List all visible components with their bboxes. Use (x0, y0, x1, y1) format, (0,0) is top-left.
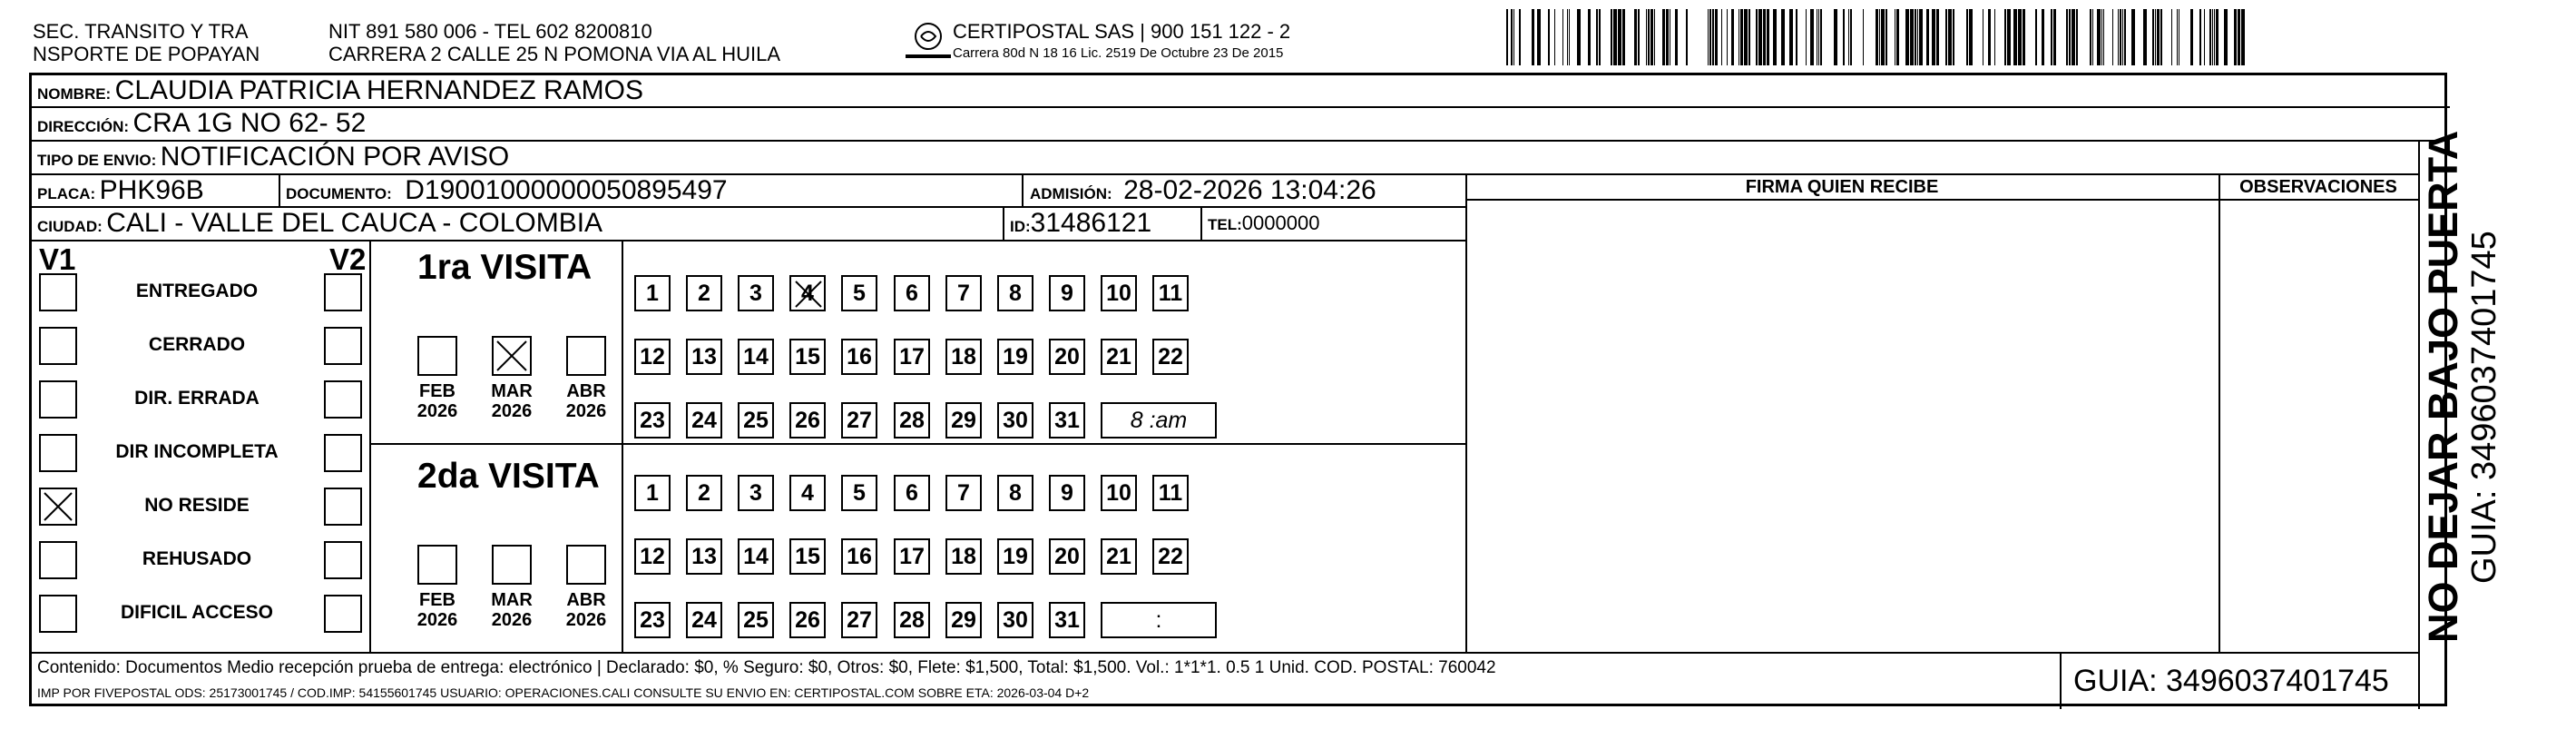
visit2-title: 2da VISITA (417, 457, 600, 496)
visit2-day-box[interactable]: 15 (789, 538, 826, 575)
visit2-month-checkbox[interactable] (492, 545, 532, 585)
tel-cell (1208, 208, 1319, 241)
visit2-day-box[interactable]: 24 (686, 602, 722, 638)
visit2-day-box[interactable]: 28 (894, 602, 930, 638)
visit1-title: 1ra VISITA (417, 248, 593, 287)
barcode (1506, 9, 2246, 65)
visit1-day-box[interactable]: 6 (894, 275, 930, 311)
visit1-day-box[interactable]: 24 (686, 402, 722, 439)
visit2-day-box[interactable]: 14 (738, 538, 774, 575)
address-label: DIRECCIÓN: (37, 118, 130, 135)
footer-guia: GUIA: 3496037401745 (2073, 664, 2389, 698)
visit2-day-box[interactable]: 2 (686, 475, 722, 511)
plate-cell (37, 175, 204, 211)
visit1-month-checkbox[interactable] (566, 336, 606, 376)
visit2-day-box[interactable]: 11 (1152, 475, 1189, 511)
observations-header: OBSERVACIONES (2239, 177, 2397, 197)
address-row (37, 108, 366, 143)
visit2-day-box[interactable]: 23 (634, 602, 671, 638)
sender-address-line: CARRERA 2 CALLE 25 N POMONA VIA AL HUILA (328, 43, 781, 65)
v2-checkbox[interactable] (324, 595, 362, 633)
v1-checkbox[interactable] (39, 595, 77, 633)
plate-label: PLACA: (37, 185, 96, 202)
visit2-day-box[interactable]: 6 (894, 475, 930, 511)
plate-value: PHK96B (99, 175, 204, 205)
visit1-day-box[interactable]: 12 (634, 339, 671, 375)
visit2-day-box[interactable]: 29 (945, 602, 982, 638)
visit2-time-box[interactable]: : (1101, 602, 1217, 638)
delivery-form (29, 73, 2503, 706)
city-cell (37, 208, 602, 243)
visit1-month-checkbox[interactable] (417, 336, 457, 376)
v1-checkbox[interactable] (39, 327, 77, 365)
visit1-day-box[interactable]: 25 (738, 402, 774, 439)
status-label: DIR. ERRADA (134, 388, 260, 409)
visit2-day-box[interactable]: 20 (1049, 538, 1085, 575)
status-label: CERRADO (148, 334, 246, 355)
visit2-day-box[interactable]: 5 (841, 475, 877, 511)
footer-print-line: IMP POR FIVEPOSTAL ODS: 25173001745 / COD.IMP: 54155601745 USUARIO: OPERACIONES.CALI CONSULTE SU ENVIO EN: CERTIPOSTAL.COM SOBRE ETA: 2026-03-04 D+2 (37, 685, 1090, 700)
visit1-day-box[interactable]: 2 (686, 275, 722, 311)
visit2-day-box[interactable]: 17 (894, 538, 930, 575)
status-label: DIFICIL ACCESO (120, 602, 273, 623)
visit1-day-box[interactable]: 15 (789, 339, 826, 375)
visit2-day-box[interactable]: 16 (841, 538, 877, 575)
sender-line-1: SEC. TRANSITO Y TRA (33, 20, 249, 43)
signature-header: FIRMA QUIEN RECIBE (1745, 177, 1939, 197)
admission-value: 28-02-2026 13:04:26 (1123, 175, 1376, 205)
visit1-day-box[interactable]: 9 (1049, 275, 1085, 311)
visit2-day-box[interactable]: 3 (738, 475, 774, 511)
visit1-day-box[interactable]: 17 (894, 339, 930, 375)
admission-label: ADMISIÓN: (1030, 185, 1112, 202)
visit2-day-box[interactable]: 21 (1101, 538, 1137, 575)
status-label: ENTREGADO (135, 281, 259, 301)
v1-checkbox[interactable] (39, 488, 77, 526)
courier-block (953, 20, 1290, 61)
v1-checkbox[interactable] (39, 434, 77, 472)
shipment-type: NOTIFICACIÓN POR AVISO (160, 142, 510, 172)
v1-checkbox[interactable] (39, 380, 77, 419)
v1-header: V1 (39, 242, 76, 276)
recipient-address: CRA 1G NO 62- 52 (132, 108, 367, 138)
document-cell (286, 175, 728, 211)
visit1-day-box[interactable]: 14 (738, 339, 774, 375)
visit1-day-box[interactable]: 23 (634, 402, 671, 439)
visit2-day-box[interactable]: 22 (1152, 538, 1189, 575)
visit1-month-label: ABR 2026 (565, 381, 607, 421)
visit1-day-box[interactable]: 29 (945, 402, 982, 439)
name-label: NOMBRE: (37, 85, 112, 103)
visit2-day-box[interactable]: 9 (1049, 475, 1085, 511)
type-row (37, 142, 509, 177)
document-label: DOCUMENTO: (286, 185, 392, 202)
signature-area[interactable] (1467, 201, 2217, 650)
side-guia: GUIA: 3496037401745 (2465, 231, 2503, 584)
courier-name: CERTIPOSTAL SAS | 900 151 122 - 2 (953, 20, 1291, 43)
nit-line: NIT 891 580 006 - TEL 602 8200810 (328, 20, 652, 43)
visit2-day-box[interactable]: 4 (789, 475, 826, 511)
visit2-day-box[interactable]: 8 (997, 475, 1033, 511)
admission-cell (1030, 175, 1376, 211)
visit1-day-box[interactable]: 21 (1101, 339, 1137, 375)
recipient-name: CLAUDIA PATRICIA HERNANDEZ RAMOS (114, 75, 643, 105)
city-value: CALI - VALLE DEL CAUCA - COLOMBIA (106, 208, 603, 238)
courier-address: Carrera 80d N 18 16 Lic. 2519 De Octubre 23 De 2015 (953, 45, 1284, 61)
visit2-month-checkbox[interactable] (566, 545, 606, 585)
v2-checkbox[interactable] (324, 327, 362, 365)
city-label: CIUDAD: (37, 218, 103, 235)
visit1-day-box[interactable]: 19 (997, 339, 1033, 375)
visit1-day-box[interactable]: 1 (634, 275, 671, 311)
visit1-day-box[interactable]: 30 (997, 402, 1033, 439)
id-value: 31486121 (1030, 208, 1152, 238)
sender-block (33, 20, 260, 65)
visit2-day-box[interactable]: 13 (686, 538, 722, 575)
v2-header: V2 (329, 242, 367, 276)
observations-area[interactable] (2220, 201, 2416, 650)
v2-checkbox[interactable] (324, 541, 362, 579)
visit2-month-label: MAR 2026 (491, 590, 533, 630)
visit2-day-box[interactable]: 7 (945, 475, 982, 511)
visit1-day-box[interactable]: 27 (841, 402, 877, 439)
visit2-day-box[interactable]: 25 (738, 602, 774, 638)
status-label: REHUSADO (142, 548, 252, 569)
v2-checkbox[interactable] (324, 273, 362, 311)
visit2-day-box[interactable]: 19 (997, 538, 1033, 575)
visit2-day-box[interactable]: 31 (1049, 602, 1085, 638)
visit1-day-box[interactable]: 13 (686, 339, 722, 375)
v2-checkbox[interactable] (324, 488, 362, 526)
visit1-day-box[interactable]: 11 (1152, 275, 1189, 311)
visit2-day-box[interactable]: 10 (1101, 475, 1137, 511)
visit1-day-box[interactable]: 16 (841, 339, 877, 375)
visit2-day-box[interactable]: 12 (634, 538, 671, 575)
courier-logo (896, 20, 960, 64)
visit2-day-box[interactable]: 18 (945, 538, 982, 575)
visit1-day-box[interactable]: 26 (789, 402, 826, 439)
id-label: ID: (1010, 218, 1031, 235)
visit1-month-label: MAR 2026 (491, 381, 533, 421)
visit1-day-box[interactable]: 10 (1101, 275, 1137, 311)
visit1-day-box[interactable]: 31 (1049, 402, 1085, 439)
visit2-month-label: FEB 2026 (416, 590, 458, 630)
visit2-month-label: ABR 2026 (565, 590, 607, 630)
v1-checkbox[interactable] (39, 273, 77, 311)
v2-checkbox[interactable] (324, 380, 362, 419)
visit1-day-box[interactable]: 18 (945, 339, 982, 375)
tel-value: 0000000 (1241, 212, 1320, 234)
status-label: NO RESIDE (144, 495, 250, 516)
status-label: DIR INCOMPLETA (115, 441, 279, 462)
visit2-day-box[interactable]: 1 (634, 475, 671, 511)
visit2-day-box[interactable]: 26 (789, 602, 826, 638)
name-row (37, 75, 643, 111)
tel-label: TEL: (1208, 216, 1242, 233)
visit1-day-box[interactable]: 8 (997, 275, 1033, 311)
visit2-day-box[interactable]: 30 (997, 602, 1033, 638)
visit1-day-box[interactable]: 3 (738, 275, 774, 311)
visit1-day-box[interactable]: 22 (1152, 339, 1189, 375)
id-cell (1010, 208, 1151, 243)
visit2-day-box[interactable]: 27 (841, 602, 877, 638)
visit1-month-label: FEB 2026 (416, 381, 458, 421)
v2-checkbox[interactable] (324, 434, 362, 472)
sender-line-2: NSPORTE DE POPAYAN (33, 43, 260, 65)
visit1-day-box[interactable]: 20 (1049, 339, 1085, 375)
sender-contact-block (328, 20, 780, 65)
visit1-day-box[interactable]: 4 (789, 275, 826, 311)
type-label: TIPO DE ENVIO: (37, 152, 157, 169)
visit1-day-box[interactable]: 28 (894, 402, 930, 439)
visit1-day-box[interactable]: 7 (945, 275, 982, 311)
footer-content-line: Contenido: Documentos Medio recepción prueba de entrega: electrónico | Declarado: $0, % Seguro: $0, Otros: $0, Flete: $1,500, Total: $1,500. Vol.: 1*1*1. 0.5 1 Unid. COD. POSTAL: 760042 (37, 658, 1496, 677)
visit1-time-box[interactable]: 8 :am (1101, 402, 1217, 439)
visit1-day-box[interactable]: 5 (841, 275, 877, 311)
visit2-month-checkbox[interactable] (417, 545, 457, 585)
visit1-month-checkbox[interactable] (492, 336, 532, 376)
document-value: D19001000000050895497 (405, 175, 728, 205)
v1-checkbox[interactable] (39, 541, 77, 579)
side-warning: NO DEJAR BAJO PUERTA (2420, 130, 2466, 643)
